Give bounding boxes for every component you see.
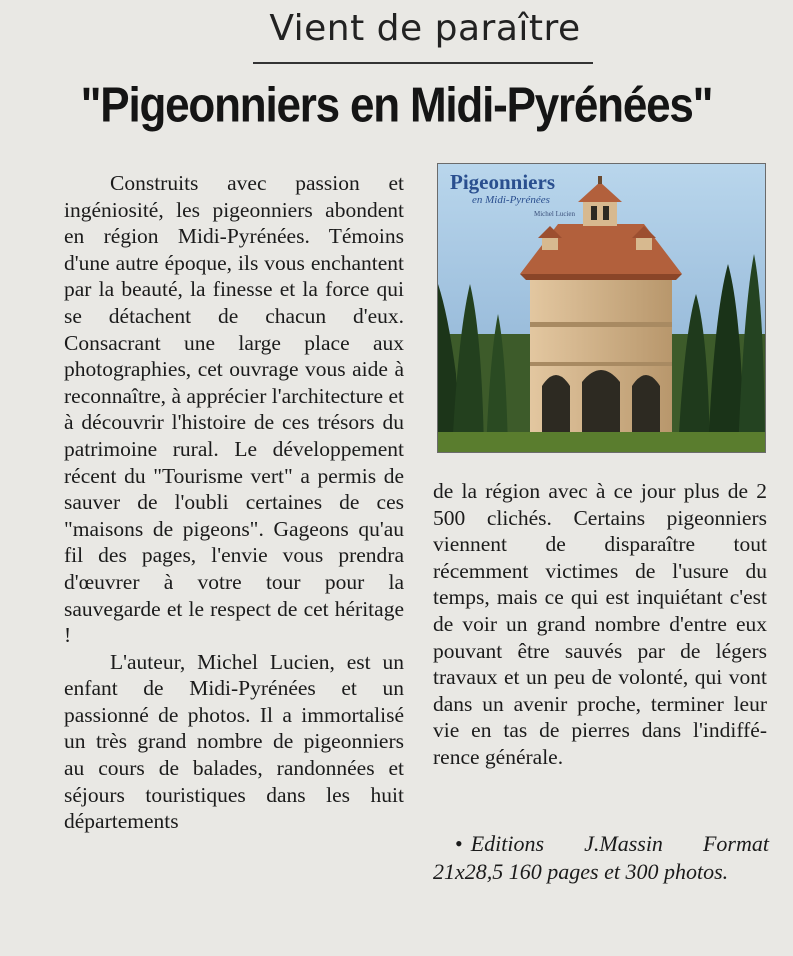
cover-title: Pigeonniers <box>450 170 555 194</box>
cover-author: Michel Lucien <box>534 210 576 218</box>
book-cover-image <box>437 163 766 453</box>
paragraph: Construits avec passion et ingéniosité, les pigeonniers abondent en région Midi-Pyrénées. Témoins d'une autre époque, ils vous enchantent par la beauté, la finesse et la force qui se détachent de chacun d'eux. Consacrant une large place aux photographies, cet ouvrage vous aide à reconnaître, à apprécier l'architecture et à découvrir l'histoire de ces trésors du patrimoine rural. Le développement récent du "Tourisme vert" a permis de sauver de l'oubli certaines de ces "maisons de pigeons". Gageons qu'au fil des pages, l'envie vous prendra d'œuvrer à votre tour pour la sauvegarde et le respect de cet héritage ! <box>64 171 404 648</box>
cover-subtitle: en Midi-Pyrénées <box>472 194 550 206</box>
paragraph: L'auteur, Michel Lucien, est un enfant de Midi-Pyrénées et un passionné de photos. Il a immortalisé un très grand nombre de pigeonniers au cours de balades, randonnées et séjours touristiques dans les huit départements <box>64 649 404 834</box>
bullet: • <box>455 831 463 856</box>
left-column <box>64 170 404 835</box>
cover-photo <box>438 164 765 452</box>
kicker: Vient de paraître <box>269 8 581 49</box>
right-column <box>433 478 767 771</box>
headline: "Pigeonniers en Midi-Pyrénées" <box>80 78 713 133</box>
kicker-rule <box>253 62 593 64</box>
publisher-credit <box>433 830 769 886</box>
paragraph: de la région avec à ce jour plus de 2 500 clichés. Certains pigeonniers viennent de disparaître tout récemment victimes de l'usure du temps, mais ce qui est inquiétant c'est de voir un grand nombre d'entre eux pouvant être sauvés par de légers travaux et un peu de volonté, qui vont dans un avenir proche, terminer leur vie en tas de pierres dans l'indifférence générale. <box>433 479 767 769</box>
credit-text: Editions J.Massin Format 21x28,5 160 pages et 300 photos. <box>433 831 769 884</box>
